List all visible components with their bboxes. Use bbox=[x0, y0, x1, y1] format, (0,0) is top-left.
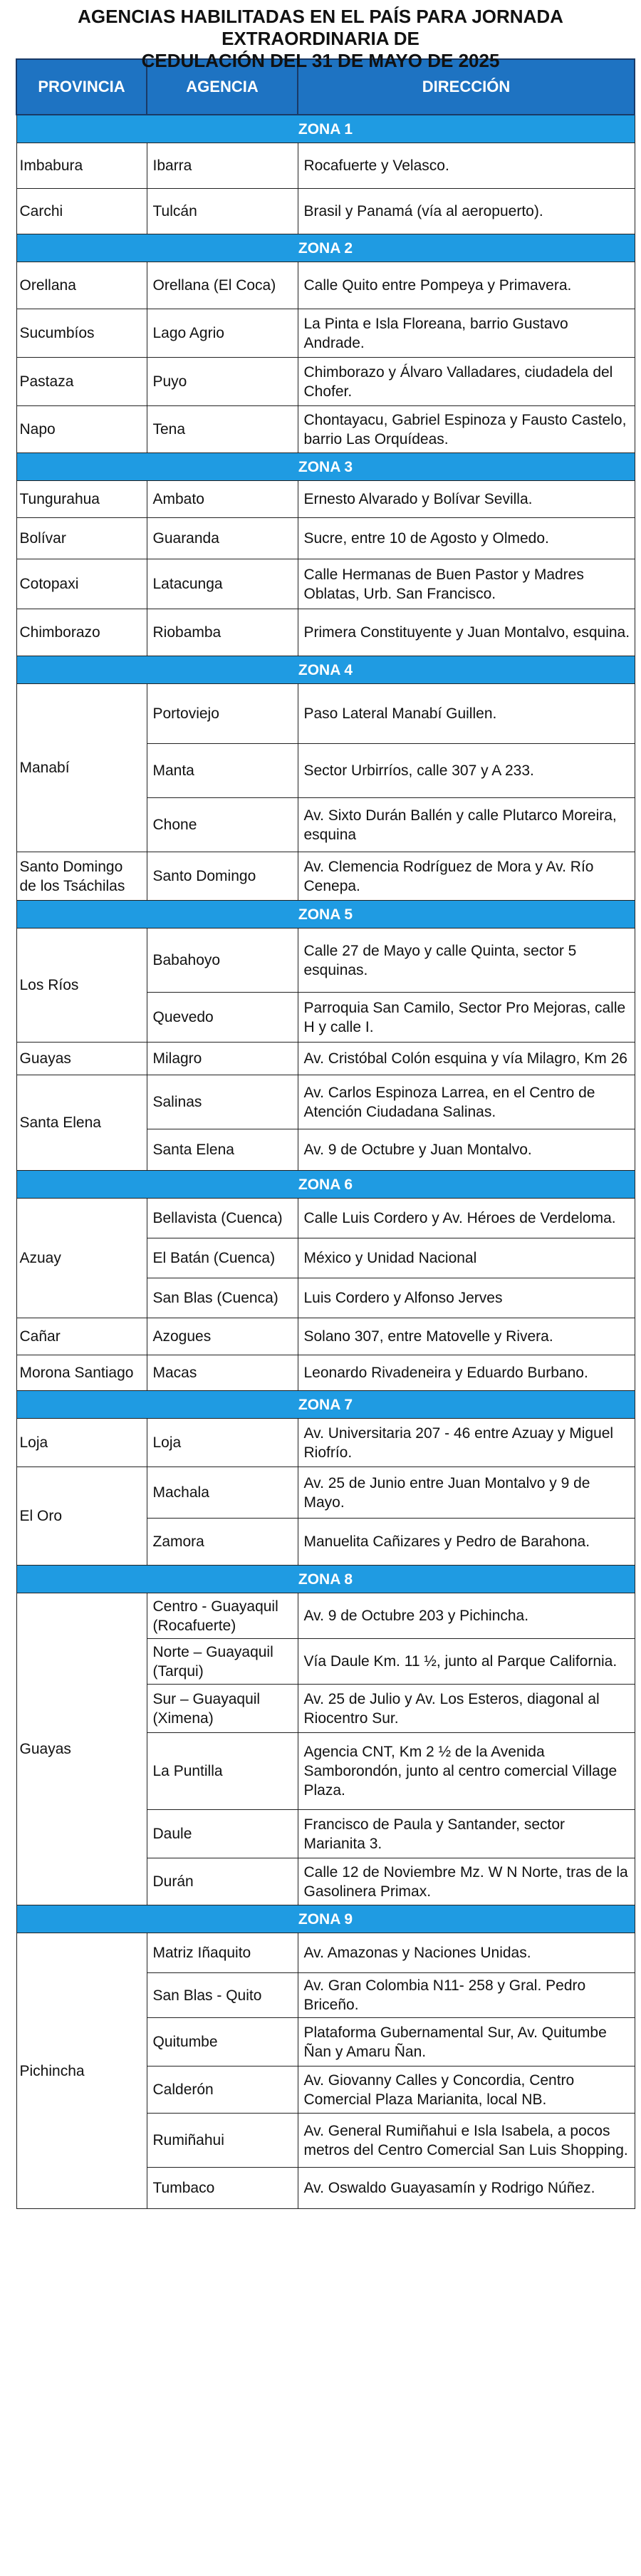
province-cell: Cotopaxi bbox=[16, 559, 147, 609]
address-cell: Agencia CNT, Km 2 ½ de la Avenida Samborondón, junto al centro comercial Village Plaza. bbox=[298, 1733, 635, 1810]
zone-label: ZONA 9 bbox=[16, 1905, 635, 1933]
province-cell: Napo bbox=[16, 406, 147, 453]
table-row bbox=[16, 1467, 635, 1519]
table-row bbox=[16, 518, 635, 559]
province-cell: Cañar bbox=[16, 1318, 147, 1355]
province-cell: Santo Domingo de los Tsáchilas bbox=[16, 852, 147, 901]
agency-cell: Chone bbox=[147, 798, 298, 852]
table-row bbox=[16, 358, 635, 406]
agency-cell: Puyo bbox=[147, 358, 298, 406]
agency-cell: Santa Elena bbox=[147, 1129, 298, 1171]
province-cell: El Oro bbox=[16, 1467, 147, 1566]
agency-cell: Rumiñahui bbox=[147, 2114, 298, 2168]
zone-row bbox=[16, 234, 635, 262]
address-cell: Av. Cristóbal Colón esquina y vía Milagro, Km 26 bbox=[298, 1043, 635, 1075]
zone-label: ZONA 3 bbox=[16, 453, 635, 481]
zone-row bbox=[16, 115, 635, 143]
agency-cell: Loja bbox=[147, 1419, 298, 1467]
agency-cell: Ambato bbox=[147, 481, 298, 518]
agency-cell: Lago Agrio bbox=[147, 309, 298, 358]
address-cell: Brasil y Panamá (vía al aeropuerto). bbox=[298, 189, 635, 234]
zone-label: ZONA 8 bbox=[16, 1566, 635, 1593]
document-title bbox=[3, 0, 638, 71]
address-cell: Rocafuerte y Velasco. bbox=[298, 143, 635, 189]
address-cell: Chimborazo y Álvaro Valladares, ciudadela del Chofer. bbox=[298, 358, 635, 406]
address-cell: Calle Luis Cordero y Av. Héroes de Verdeloma. bbox=[298, 1199, 635, 1238]
agency-cell: Orellana (El Coca) bbox=[147, 262, 298, 309]
zone-row bbox=[16, 1566, 635, 1593]
province-cell: Orellana bbox=[16, 262, 147, 309]
province-cell: Morona Santiago bbox=[16, 1355, 147, 1391]
address-cell: Av. Carlos Espinoza Larrea, en el Centro de Atención Ciudadana Salinas. bbox=[298, 1075, 635, 1129]
address-cell: México y Unidad Nacional bbox=[298, 1238, 635, 1278]
province-cell: Santa Elena bbox=[16, 1075, 147, 1171]
table-row bbox=[16, 189, 635, 234]
zone-label: ZONA 7 bbox=[16, 1391, 635, 1419]
address-cell: Leonardo Rivadeneira y Eduardo Burbano. bbox=[298, 1355, 635, 1391]
agency-cell: Ibarra bbox=[147, 143, 298, 189]
table-row bbox=[16, 1318, 635, 1355]
agency-cell: Azogues bbox=[147, 1318, 298, 1355]
table-row bbox=[16, 143, 635, 189]
agency-cell: Daule bbox=[147, 1810, 298, 1858]
zone-label: ZONA 4 bbox=[16, 656, 635, 684]
table-row bbox=[16, 1933, 635, 1973]
address-cell: Primera Constituyente y Juan Montalvo, esquina. bbox=[298, 609, 635, 656]
agency-cell: Bellavista (Cuenca) bbox=[147, 1199, 298, 1238]
province-cell: Pichincha bbox=[16, 1933, 147, 2209]
address-cell: Francisco de Paula y Santander, sector Marianita 3. bbox=[298, 1810, 635, 1858]
address-cell: Av. Universitaria 207 - 46 entre Azuay y Miguel Riofrío. bbox=[298, 1419, 635, 1467]
table-row bbox=[16, 481, 635, 518]
province-cell: Carchi bbox=[16, 189, 147, 234]
title-line-1: AGENCIAS HABILITADAS EN EL PAÍS PARA JORNADA EXTRAORDINARIA DE bbox=[78, 6, 563, 49]
address-cell: Calle 12 de Noviembre Mz. W N Norte, tras de la Gasolinera Primax. bbox=[298, 1858, 635, 1905]
zone-row bbox=[16, 656, 635, 684]
province-cell: Tungurahua bbox=[16, 481, 147, 518]
address-cell: Av. Sixto Durán Ballén y calle Plutarco Moreira, esquina bbox=[298, 798, 635, 852]
agency-cell: Norte – Guayaquil (Tarqui) bbox=[147, 1639, 298, 1685]
table-row bbox=[16, 559, 635, 609]
agency-cell: Durán bbox=[147, 1858, 298, 1905]
address-cell: Vía Daule Km. 11 ½, junto al Parque California. bbox=[298, 1639, 635, 1685]
agency-cell: Riobamba bbox=[147, 609, 298, 656]
table-row bbox=[16, 262, 635, 309]
address-cell: Av. Gran Colombia N11- 258 y Gral. Pedro Briceño. bbox=[298, 1973, 635, 2018]
province-cell: Loja bbox=[16, 1419, 147, 1467]
address-cell: Ernesto Alvarado y Bolívar Sevilla. bbox=[298, 481, 635, 518]
province-cell: Guayas bbox=[16, 1593, 147, 1905]
province-cell: Manabí bbox=[16, 684, 147, 852]
zone-row bbox=[16, 1171, 635, 1199]
agency-cell: San Blas - Quito bbox=[147, 1973, 298, 2018]
address-cell: Calle Hermanas de Buen Pastor y Madres Oblatas, Urb. San Francisco. bbox=[298, 559, 635, 609]
agency-cell: Tena bbox=[147, 406, 298, 453]
address-cell: Av. Amazonas y Naciones Unidas. bbox=[298, 1933, 635, 1973]
province-cell: Azuay bbox=[16, 1199, 147, 1318]
table-row bbox=[16, 929, 635, 993]
agency-cell: Centro - Guayaquil (Rocafuerte) bbox=[147, 1593, 298, 1639]
address-cell: Av. 9 de Octubre y Juan Montalvo. bbox=[298, 1129, 635, 1171]
agency-cell: Babahoyo bbox=[147, 929, 298, 993]
address-cell: Sucre, entre 10 de Agosto y Olmedo. bbox=[298, 518, 635, 559]
address-cell: Plataforma Gubernamental Sur, Av. Quitumbe Ñan y Amaru Ñan. bbox=[298, 2018, 635, 2067]
table-row bbox=[16, 1355, 635, 1391]
address-cell: Luis Cordero y Alfonso Jerves bbox=[298, 1278, 635, 1318]
address-cell: La Pinta e Isla Floreana, barrio Gustavo Andrade. bbox=[298, 309, 635, 358]
address-cell: Av. 25 de Junio entre Juan Montalvo y 9 de Mayo. bbox=[298, 1467, 635, 1519]
agency-cell: Santo Domingo bbox=[147, 852, 298, 901]
agency-cell: Matriz Iñaquito bbox=[147, 1933, 298, 1973]
zone-label: ZONA 2 bbox=[16, 234, 635, 262]
zone-row bbox=[16, 453, 635, 481]
agency-cell: Portoviejo bbox=[147, 684, 298, 744]
agency-cell: Sur – Guayaquil (Ximena) bbox=[147, 1685, 298, 1733]
table-body bbox=[16, 115, 635, 2209]
agency-cell: Zamora bbox=[147, 1519, 298, 1566]
agency-cell: Guaranda bbox=[147, 518, 298, 559]
agency-cell: La Puntilla bbox=[147, 1733, 298, 1810]
header-direccion: DIRECCIÓN bbox=[298, 59, 635, 115]
table-row bbox=[16, 406, 635, 453]
agency-cell: San Blas (Cuenca) bbox=[147, 1278, 298, 1318]
table-row bbox=[16, 852, 635, 901]
address-cell: Av. 25 de Julio y Av. Los Esteros, diagonal al Riocentro Sur. bbox=[298, 1685, 635, 1733]
agency-cell: Tulcán bbox=[147, 189, 298, 234]
table-row bbox=[16, 1043, 635, 1075]
agency-cell: Latacunga bbox=[147, 559, 298, 609]
address-cell: Manuelita Cañizares y Pedro de Barahona. bbox=[298, 1519, 635, 1566]
table-row bbox=[16, 1199, 635, 1238]
table-row bbox=[16, 609, 635, 656]
agency-cell: El Batán (Cuenca) bbox=[147, 1238, 298, 1278]
province-cell: Guayas bbox=[16, 1043, 147, 1075]
address-cell: Parroquia San Camilo, Sector Pro Mejoras, calle H y calle I. bbox=[298, 993, 635, 1043]
title-line-2: CEDULACIÓN DEL 31 DE MAYO DE 2025 bbox=[141, 50, 500, 71]
agency-cell: Quevedo bbox=[147, 993, 298, 1043]
address-cell: Av. Oswaldo Guayasamín y Rodrigo Núñez. bbox=[298, 2168, 635, 2209]
agencies-table bbox=[16, 58, 635, 2209]
zone-row bbox=[16, 1905, 635, 1933]
address-cell: Chontayacu, Gabriel Espinoza y Fausto Castelo, barrio Las Orquídeas. bbox=[298, 406, 635, 453]
agency-cell: Machala bbox=[147, 1467, 298, 1519]
table-row bbox=[16, 1593, 635, 1639]
province-cell: Pastaza bbox=[16, 358, 147, 406]
agency-cell: Salinas bbox=[147, 1075, 298, 1129]
province-cell: Imbabura bbox=[16, 143, 147, 189]
header-provincia: PROVINCIA bbox=[16, 59, 147, 115]
address-cell: Av. Giovanny Calles y Concordia, Centro Comercial Plaza Marianita, local NB. bbox=[298, 2067, 635, 2114]
table-row bbox=[16, 684, 635, 744]
agency-cell: Manta bbox=[147, 744, 298, 798]
zone-label: ZONA 1 bbox=[16, 115, 635, 143]
address-cell: Calle 27 de Mayo y calle Quinta, sector 5 esquinas. bbox=[298, 929, 635, 993]
address-cell: Av. General Rumiñahui e Isla Isabela, a pocos metros del Centro Comercial San Luis Shopping. bbox=[298, 2114, 635, 2168]
agency-cell: Macas bbox=[147, 1355, 298, 1391]
address-cell: Paso Lateral Manabí Guillen. bbox=[298, 684, 635, 744]
agency-cell: Milagro bbox=[147, 1043, 298, 1075]
agency-cell: Calderón bbox=[147, 2067, 298, 2114]
table-row bbox=[16, 1075, 635, 1129]
zone-label: ZONA 6 bbox=[16, 1171, 635, 1199]
province-cell: Los Ríos bbox=[16, 929, 147, 1043]
address-cell: Sector Urbirríos, calle 307 y A 233. bbox=[298, 744, 635, 798]
agency-cell: Tumbaco bbox=[147, 2168, 298, 2209]
agency-cell: Quitumbe bbox=[147, 2018, 298, 2067]
table-row bbox=[16, 1419, 635, 1467]
header-agencia: AGENCIA bbox=[147, 59, 298, 115]
address-cell: Av. 9 de Octubre 203 y Pichincha. bbox=[298, 1593, 635, 1639]
table-row bbox=[16, 309, 635, 358]
province-cell: Bolívar bbox=[16, 518, 147, 559]
address-cell: Calle Quito entre Pompeya y Primavera. bbox=[298, 262, 635, 309]
zone-row bbox=[16, 1391, 635, 1419]
province-cell: Chimborazo bbox=[16, 609, 147, 656]
address-cell: Av. Clemencia Rodríguez de Mora y Av. Río Cenepa. bbox=[298, 852, 635, 901]
address-cell: Solano 307, entre Matovelle y Rivera. bbox=[298, 1318, 635, 1355]
zone-row bbox=[16, 901, 635, 929]
province-cell: Sucumbíos bbox=[16, 309, 147, 358]
zone-label: ZONA 5 bbox=[16, 901, 635, 929]
